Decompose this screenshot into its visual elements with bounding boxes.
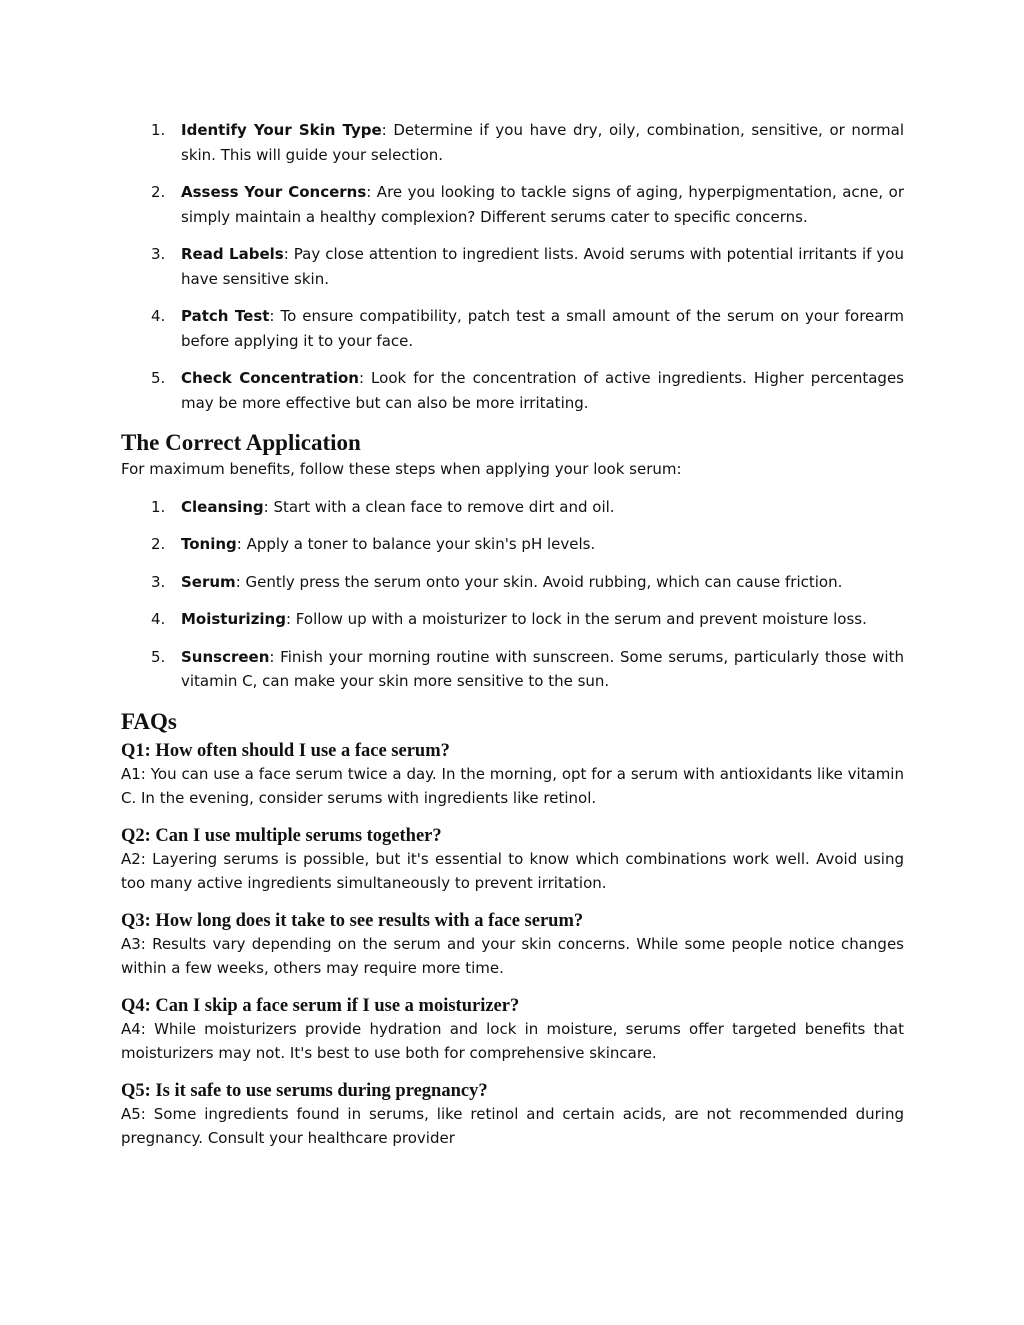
list-number: 5. — [151, 647, 166, 666]
list-number: 2. — [151, 183, 166, 201]
faq-question: Q4: Can I skip a face serum if I use a moisturizer? — [121, 995, 520, 1016]
list-number: 4. — [151, 307, 166, 325]
list-item-text: : Are you looking to tackle signs of aging, hyperpigmentation, acne, or simply maintain a healthy complexion? Different serums cater to specific concerns. — [181, 183, 904, 226]
list-item-term: Patch Test — [181, 307, 270, 325]
faq-item — [121, 910, 904, 981]
list-item-term: Moisturizing — [181, 610, 286, 628]
list-number: 3. — [151, 245, 166, 263]
faq-question: Q1: How often should I use a face serum? — [121, 740, 450, 761]
list-item-term: Sunscreen — [181, 647, 270, 666]
faq-question: Q5: Is it safe to use serums during pregnancy? — [121, 1080, 488, 1101]
list-item — [121, 366, 904, 415]
list-item — [121, 607, 904, 632]
list-number: 1. — [151, 121, 166, 139]
list-item-text: : Start with a clean face to remove dirt and oil. — [263, 497, 615, 516]
list-number: 2. — [151, 535, 166, 553]
application-heading: The Correct Application — [121, 430, 361, 455]
list-item-term: Serum — [181, 572, 236, 591]
list-item — [121, 645, 904, 694]
faq-answer: A5: Some ingredients found in serums, like retinol and certain acids, are not recommended during pregnancy. Consult your healthcare provider — [121, 1104, 904, 1147]
faqs-heading: FAQs — [121, 708, 177, 734]
faq-answer: A1: You can use a face serum twice a day. In the morning, opt for a serum with antioxidants like vitamin C. In the evening, consider serums with ingredients like retinol. — [121, 764, 904, 807]
faq-item — [121, 995, 904, 1066]
list-item — [121, 242, 904, 291]
list-number: 4. — [151, 610, 166, 628]
application-steps-list — [121, 495, 904, 694]
faq-item — [121, 740, 904, 811]
list-item — [121, 304, 904, 353]
list-item — [121, 570, 904, 595]
list-item-text: : Gently press the serum onto your skin. Avoid rubbing, which can cause friction. — [235, 572, 843, 591]
list-number: 5. — [151, 369, 166, 387]
serum-selection-tips-list — [121, 118, 904, 415]
list-item-text: : Apply a toner to balance your skin's pH levels. — [236, 535, 596, 553]
list-item — [121, 118, 904, 167]
list-item-term: Cleansing — [181, 497, 264, 516]
list-number: 3. — [151, 572, 166, 591]
list-item-term: Toning — [181, 535, 237, 553]
list-item-text: : Determine if you have dry, oily, combination, sensitive, or normal skin. This will guide your selection. — [181, 121, 904, 164]
list-item-term: Read Labels — [181, 245, 284, 263]
list-item-term: Assess Your Concerns — [181, 183, 367, 201]
list-item-text: : Look for the concentration of active ingredients. Higher percentages may be more effective but can also be more irritating. — [181, 369, 904, 412]
list-item — [121, 180, 904, 229]
faq-question: Q3: How long does it take to see results with a face serum? — [121, 910, 584, 931]
faq-answer: A2: Layering serums is possible, but it's essential to know which combinations work well. Avoid using too many active ingredients simultaneously to prevent irritation. — [121, 849, 904, 892]
faq-answer: A3: Results vary depending on the serum and your skin concerns. While some people notice changes within a few weeks, others may require more time. — [121, 934, 904, 977]
faq-item — [121, 1080, 904, 1151]
faq-question: Q2: Can I use multiple serums together? — [121, 825, 442, 846]
list-item — [121, 495, 904, 520]
list-number: 1. — [151, 497, 166, 516]
list-item-text: : Finish your morning routine with sunscreen. Some serums, particularly those with vitamin C, can make your skin more sensitive to the sun. — [181, 647, 904, 690]
list-item-term: Identify Your Skin Type — [181, 121, 382, 139]
faq-item — [121, 825, 904, 896]
list-item — [121, 532, 904, 557]
list-item-text: : Follow up with a moisturizer to lock in the serum and prevent moisture loss. — [285, 610, 867, 628]
list-item-term: Check Concentration — [181, 369, 359, 387]
list-item-text: : Pay close attention to ingredient lists. Avoid serums with potential irritants if you have sensitive skin. — [181, 245, 904, 288]
list-item-text: : To ensure compatibility, patch test a small amount of the serum on your forearm before applying it to your face. — [181, 307, 904, 350]
faq-answer: A4: While moisturizers provide hydration and lock in moisture, serums offer targeted benefits that moisturizers may not. It's best to use both for comprehensive skincare. — [121, 1019, 904, 1062]
application-intro: For maximum benefits, follow these steps when applying your look serum: — [121, 460, 682, 478]
document-page — [121, 118, 904, 1151]
